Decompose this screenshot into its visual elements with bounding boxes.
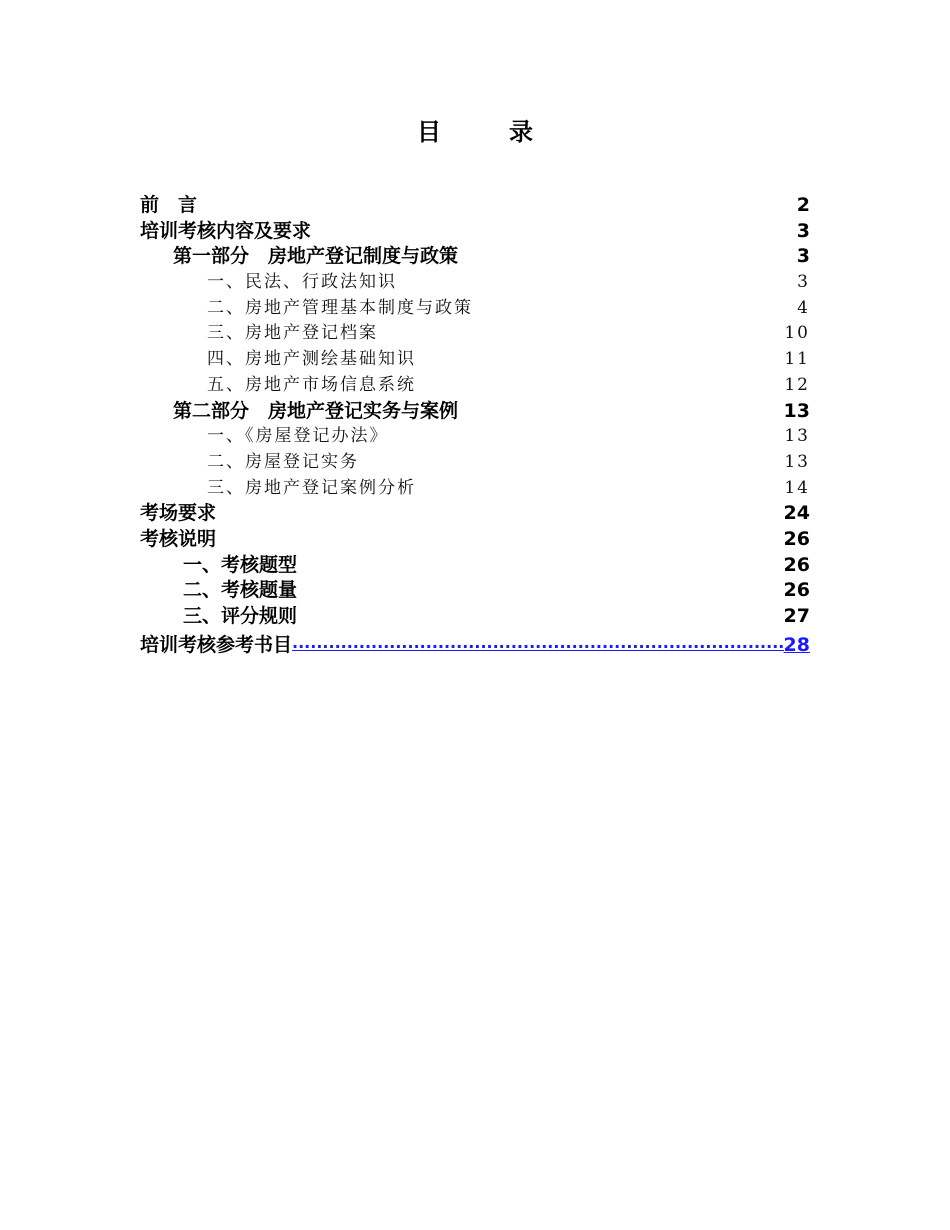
toc-entry-reference-books-link[interactable]: [140, 630, 810, 656]
toc-entry-label: 二、考核题量: [183, 579, 298, 602]
toc-page-number: 27: [783, 605, 810, 627]
toc-entry-question-count[interactable]: [140, 578, 810, 604]
toc-page-number: 13: [784, 451, 810, 472]
toc-entry-label: 一、考核题型: [183, 553, 298, 576]
toc-entry-label: 二、房地产管理基本制度与政策: [207, 297, 473, 318]
toc-entry-preface[interactable]: [140, 193, 810, 219]
toc-page-number: 3: [797, 272, 810, 293]
toc-entry-question-types[interactable]: [140, 553, 810, 579]
toc-entry-part-two[interactable]: [140, 399, 810, 425]
toc-entry-label: 考场要求: [140, 502, 217, 525]
toc-page-number: 13: [784, 426, 810, 447]
toc-entry-registration-archive[interactable]: [140, 321, 810, 347]
toc-entry-label: 培训考核参考书目: [140, 633, 293, 656]
toc-entry-label: 考核说明: [140, 527, 217, 550]
toc-page-number: 3: [796, 245, 810, 268]
toc-entry-training-content[interactable]: [140, 219, 810, 245]
toc-entry-label: 三、评分规则: [183, 605, 298, 627]
toc-page-number: 4: [797, 297, 810, 318]
toc-entry-label: 三、房地产登记档案: [207, 323, 378, 344]
toc-entry-civil-law[interactable]: [140, 270, 810, 296]
toc-page-number: 11: [784, 349, 810, 370]
toc-page-number: 2: [796, 194, 810, 216]
toc-entry-registration-measures[interactable]: [140, 424, 810, 450]
toc-entry-case-analysis[interactable]: [140, 476, 810, 502]
toc-entry-label: 四、房地产测绘基础知识: [207, 349, 416, 370]
toc-entry-label: 三、房地产登记案例分析: [207, 477, 416, 498]
toc-page-number: 26: [783, 553, 810, 576]
toc-entry-label: 二、房屋登记实务: [207, 451, 359, 472]
toc-entry-label: 前 言: [140, 194, 198, 216]
toc-leader: [292, 630, 784, 651]
toc-page-number: 3: [796, 219, 810, 242]
toc-title-right: 录: [509, 118, 533, 146]
toc-entry-label: 第二部分 房地产登记实务与案例: [173, 399, 459, 422]
toc-entry-label: 培训考核内容及要求: [140, 219, 312, 242]
toc-entry-label: 五、房地产市场信息系统: [207, 374, 416, 395]
toc-entry-label: 一、民法、行政法知识: [207, 272, 397, 293]
toc-page-number: 26: [783, 579, 810, 602]
toc-entry-label: 一、《房屋登记办法》: [207, 426, 389, 447]
toc-entry-part-one[interactable]: [140, 244, 810, 270]
toc-page-number: 26: [783, 527, 810, 550]
toc-entry-management-policy[interactable]: [140, 296, 810, 322]
toc-entry-exam-requirements[interactable]: [140, 501, 810, 527]
toc-entry-surveying[interactable]: [140, 347, 810, 373]
table-of-contents: [140, 193, 810, 655]
toc-entry-market-info[interactable]: [140, 373, 810, 399]
toc-title-left: 目: [417, 118, 441, 146]
toc-title: [0, 112, 950, 147]
toc-page-number: 10: [784, 323, 810, 344]
toc-entry-exam-notes[interactable]: [140, 527, 810, 553]
toc-page-number: 13: [783, 399, 810, 422]
toc-page-number: 24: [783, 502, 810, 525]
toc-entry-label: 第一部分 房地产登记制度与政策: [173, 245, 459, 268]
toc-page-number: 28: [783, 633, 810, 656]
toc-page-number: 12: [784, 374, 810, 395]
toc-entry-registration-practice[interactable]: [140, 450, 810, 476]
toc-entry-scoring-rules[interactable]: [140, 604, 810, 630]
toc-page-number: 14: [784, 477, 810, 498]
